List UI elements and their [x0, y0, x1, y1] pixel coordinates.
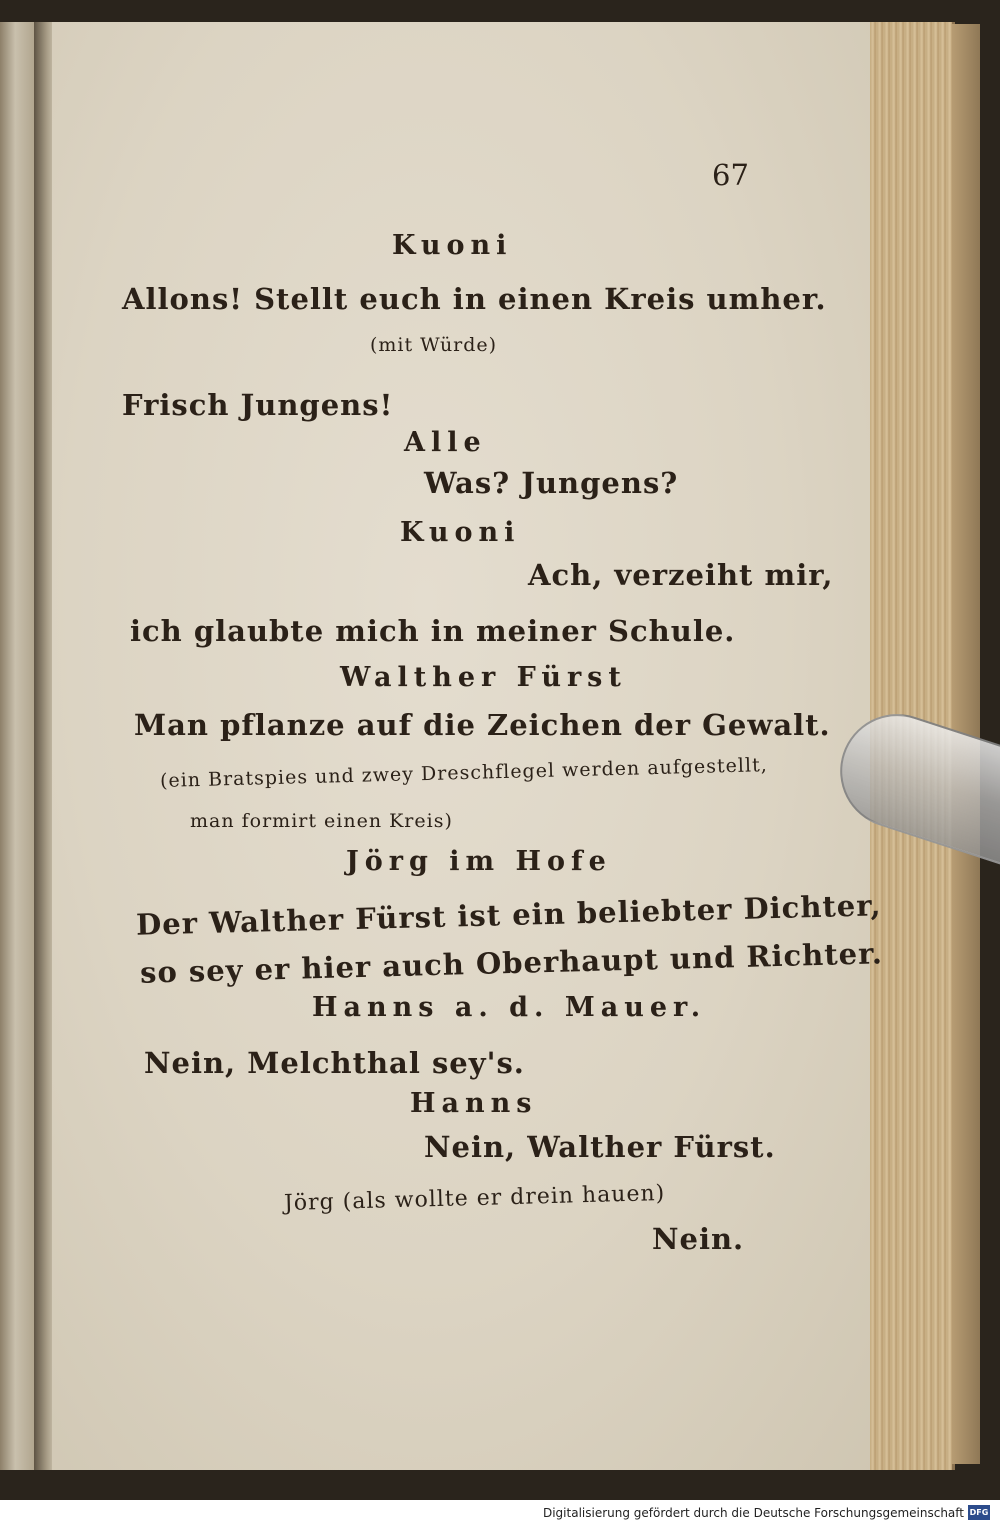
text-line: Man pflanze auf die Zeichen der Gewalt.: [134, 708, 831, 742]
dfg-logo: DFG: [968, 1505, 990, 1520]
text-line: Allons! Stellt euch in einen Kreis umher.: [122, 282, 827, 316]
text-line: Frisch Jungens!: [122, 388, 394, 422]
stage-direction: man formirt einen Kreis): [190, 810, 453, 832]
speaker-name: Kuoni: [400, 517, 521, 548]
text-line: Nein, Melchthal sey's.: [144, 1046, 525, 1080]
text-line: so sey er hier auch Oberhaupt und Richter.: [139, 936, 884, 990]
speaker-name: Hanns: [410, 1088, 538, 1119]
facing-page-edge: [0, 22, 36, 1470]
speaker-name: Jörg im Hofe: [346, 846, 612, 877]
text-line: Nein.: [652, 1222, 745, 1256]
text-line: Was? Jungens?: [424, 466, 679, 500]
footer-credit: Digitalisierung gefördert durch die Deutsche Forschungsgemeinschaft: [542, 1506, 964, 1520]
speaker-name: Alle: [404, 427, 487, 458]
stage-direction: (ein Bratspies und zwey Dreschflegel werden aufgestellt,: [159, 754, 768, 792]
text-line: Ach, verzeiht mir,: [528, 558, 834, 592]
speaker-name: Hanns a. d. Mauer.: [312, 992, 707, 1023]
speaker-name: Walther Fürst: [340, 662, 627, 693]
page-number: 67: [712, 158, 749, 192]
text-line: Der Walther Fürst ist ein beliebter Dichter,: [135, 888, 882, 942]
text-line: ich glaubte mich in meiner Schule.: [130, 614, 736, 648]
text-line: Nein, Walther Fürst.: [424, 1130, 776, 1164]
speaker-name: Kuoni: [392, 230, 513, 261]
speaker-with-direction: Jörg (als wollte er drein hauen): [283, 1181, 666, 1216]
stage-direction: (mit Würde): [370, 334, 498, 356]
footer-bar: [0, 1500, 1000, 1526]
